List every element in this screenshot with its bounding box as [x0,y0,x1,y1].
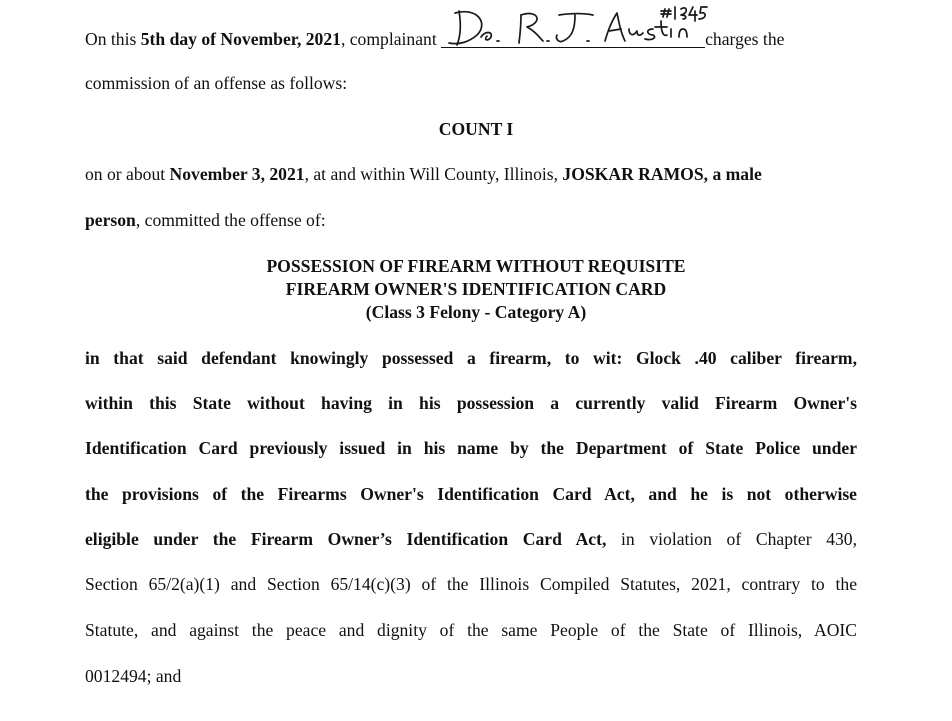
offense-title-line-1: POSSESSION OF FIREARM WITHOUT REQUISITE [266,256,686,276]
charge-line-3: Identification Card previously issued in his name by the Department of State Police under [85,438,857,458]
charge-line-5-rest: in violation of Chapter 430, [606,529,857,549]
intro-mid: , complainant [340,29,437,49]
charge-line-2: within this State without having in his possession a currently valid Firearm Owner's [85,393,857,413]
intro-line-2: commission of an offense as follows: [85,73,348,93]
complaint-date: 5th day of November, 2021 [140,29,341,49]
intro-pre: On this [85,29,141,49]
count-mid: , at and within Will County, Illinois, [304,164,563,184]
count-line-2 [85,212,326,230]
count-heading: COUNT I [438,119,514,139]
offense-title-line-2: FIREARM OWNER'S IDENTIFICATION CARD [285,279,667,299]
charge-line-4: the provisions of the Firearms Owner's Identification Card Act, and he is not otherwise [85,484,857,504]
charge-line-5 [85,531,857,549]
intro-post: charges the [705,29,785,49]
person-word: person [85,210,136,230]
handwritten-signature [437,5,717,47]
count-line-2-rest: , committed the offense of: [135,210,326,230]
charge-line-1: in that said defendant knowingly possessed a firearm, to wit: Glock .40 caliber firearm, [85,348,857,368]
defendant-name: JOSKAR RAMOS, a male [562,164,762,184]
count-line-1 [85,166,762,184]
intro-line [85,29,784,49]
charge-line-6: Section 65/2(a)(1) and Section 65/14(c)(3) of the Illinois Compiled Statutes, 2021, contrary to the [85,574,857,594]
offense-date: November 3, 2021 [169,164,305,184]
count-pre: on or about [85,164,170,184]
signature-line [441,29,705,48]
offense-class: (Class 3 Felony - Category A) [365,302,587,322]
charge-line-8: 0012494; and [85,666,182,686]
charge-line-5-bold: eligible under the Firearm Owner’s Identification Card Act, [85,529,607,549]
charge-line-7: Statute, and against the peace and dignity of the same People of the State of Illinois, AOIC [85,620,857,640]
